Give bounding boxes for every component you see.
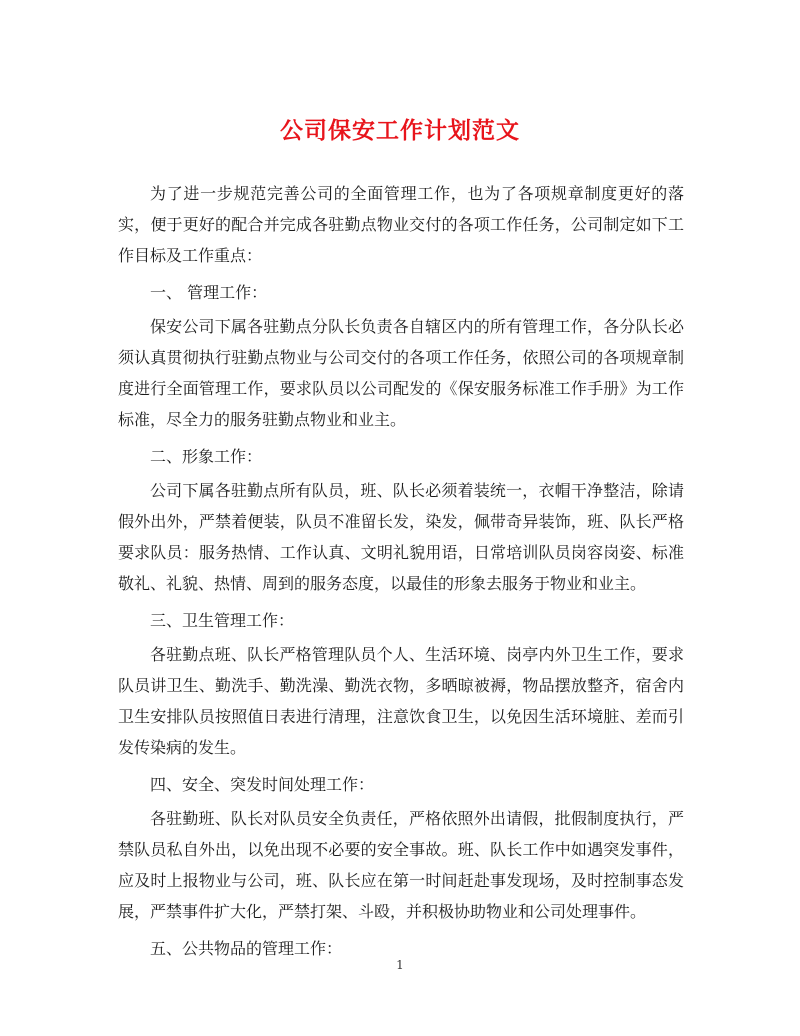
section-heading-management: 一、 管理工作： [150, 283, 268, 302]
section-heading-safety: 四、安全、突发时间处理工作： [150, 775, 375, 794]
page-number: 1 [396, 958, 404, 972]
section-body-hygiene: 各驻勤点班、队长严格管理队员个人、生活环境、岗亭内外卫生工作，要求队员讲卫生、勤洗手、勤洗澡、勤洗衣物，多晒晾被褥，物品摆放整齐，宿舍内卫生安排队员按照值日表进行清理，注意饮食卫生，以免因生活环境脏、差而引发传染病的发生。 [118, 645, 684, 757]
document-body [118, 178, 684, 967]
section-heading-public-items: 五、公共物品的管理工作： [150, 939, 343, 958]
section-body-image: 公司下属各驻勤点所有队员，班、队长必须着装统一，衣帽干净整洁，除请假外出外，严禁着便装，队员不准留长发，染发，佩带奇异装饰，班、队长严格要求队员：服务热情、工作认真、文明礼貌用语，日常培训队员岗容岗姿、标准敬礼、礼貌、热情、周到的服务态度，以最佳的形象去服务于物业和业主。 [118, 481, 684, 593]
section-heading-image: 二、形象工作： [150, 447, 263, 466]
section-body-management: 保安公司下属各驻勤点分队长负责各自辖区内的所有管理工作，各分队长必须认真贯彻执行驻勤点物业与公司交付的各项工作任务，依照公司的各项规章制度进行全面管理工作，要求队员以公司配发的《保安服务标准工作手册》为工作标准，尽全力的服务驻勤点物业和业主。 [118, 317, 684, 429]
document-title: 公司保安工作计划范文 [280, 117, 520, 144]
section-heading-hygiene: 三、卫生管理工作： [150, 611, 295, 630]
intro-paragraph: 为了进一步规范完善公司的全面管理工作，也为了各项规章制度更好的落实，便于更好的配合并完成各驻勤点物业交付的各项工作任务，公司制定如下工作目标及工作重点： [118, 184, 684, 265]
section-body-safety: 各驻勤班、队长对队员安全负责任，严格依照外出请假，批假制度执行，严禁队员私自外出，以免出现不必要的安全事故。班、队长工作中如遇突发事件，应及时上报物业与公司，班、队长应在第一时间赶赴事发现场，及时控制事态发展，严禁事件扩大化，严禁打架、斗殴，并积极协助物业和公司处理事件。 [118, 809, 684, 921]
